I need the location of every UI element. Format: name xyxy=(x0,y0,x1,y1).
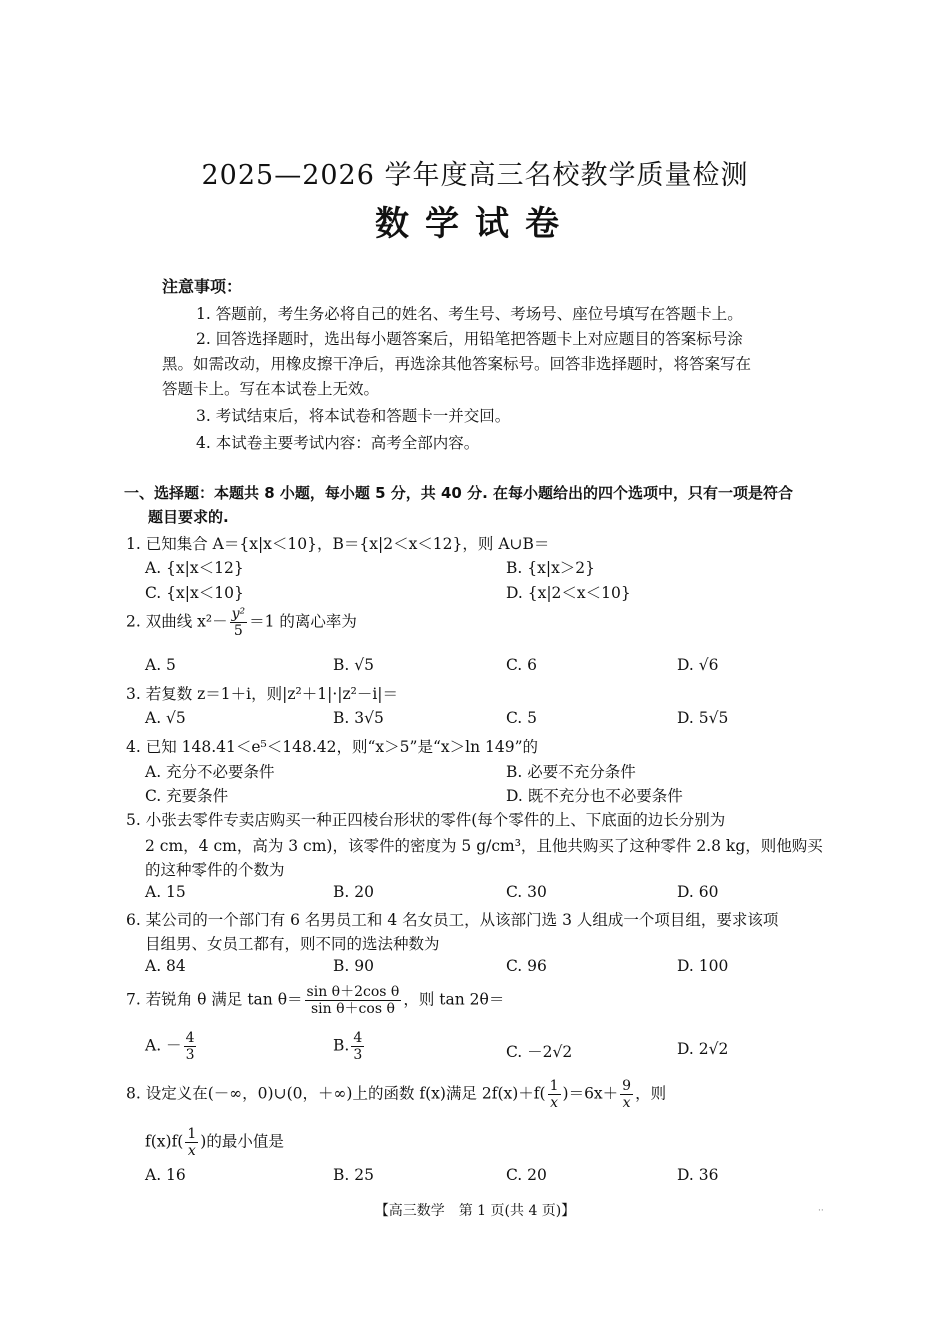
q6-option-a: A. 84 xyxy=(145,957,186,975)
q6-option-d: D. 100 xyxy=(677,957,729,975)
q2-stem-post: ＝1 的离心率为 xyxy=(249,612,357,631)
q1-option-b: B. {x|x＞2} xyxy=(506,559,596,577)
q2-stem xyxy=(126,606,357,639)
q7-option-a-pre: A. － xyxy=(145,1036,182,1055)
q8-option-a: A. 16 xyxy=(145,1166,186,1184)
q1-option-c: C. {x|x＜10} xyxy=(145,584,244,602)
q8-fraction-2-den: x xyxy=(622,1095,631,1111)
q5-option-b: B. 20 xyxy=(333,883,374,901)
q7-fraction-num: sin θ＋2cos θ xyxy=(306,984,400,1000)
q3-stem: 3. 若复数 z＝1＋i，则|z²＋1|·|z²－i|＝ xyxy=(126,685,399,703)
q3-option-c: C. 5 xyxy=(506,709,538,727)
q6-option-b: B. 90 xyxy=(333,957,374,975)
q8-option-c: C. 20 xyxy=(506,1166,547,1184)
q2-option-b: B. √5 xyxy=(333,656,374,674)
q5-option-a: A. 15 xyxy=(145,883,186,901)
q5-stem-line-1: 5. 小张去零件专卖店购买一种正四棱台形状的零件(每个零件的上、下底面的边长分别为 xyxy=(126,811,726,829)
notice-line-2b: 黑。如需改动，用橡皮擦干净后，再选涂其他答案标号。回答非选择题时，将答案写在 xyxy=(162,355,752,373)
notice-heading: 注意事项： xyxy=(162,277,243,296)
q2-fraction xyxy=(230,606,248,639)
q2-stem-pre: 2. 双曲线 x²－ xyxy=(126,612,228,631)
exam-title: 2025—2026 学年度高三名校教学质量检测 xyxy=(201,160,749,191)
notice-line-1: 1. 答题前，考生务必将自己的姓名、考生号、考场号、座位号填写在答题卡上。 xyxy=(196,305,743,323)
q7-stem-post: ，则 tan 2θ＝ xyxy=(403,990,505,1009)
q3-option-a: A. √5 xyxy=(145,709,186,727)
q7-option-b-fraction xyxy=(351,1030,364,1063)
q5-stem-line-3: 的这种零件的个数为 xyxy=(145,861,285,879)
q8-stem-pre: 8. 设定义在(－∞，0)∪(0，＋∞)上的函数 f(x)满足 2f(x)＋f( xyxy=(126,1084,546,1103)
page-footer: 【高三数学 第 1 页(共 4 页)】 xyxy=(374,1203,576,1219)
q2-fraction-den: 5 xyxy=(233,623,243,639)
corner-mark: ·· xyxy=(818,1206,824,1216)
q5-stem-line-2: 2 cm，4 cm，高为 3 cm)，该零件的密度为 5 g/cm³，且他共购买了这种零件 2.8 kg，则他购买 xyxy=(145,837,823,855)
q6-stem-line-1: 6. 某公司的一个部门有 6 名男员工和 4 名女员工，从该部门选 3 人组成一个项目组，要求该项 xyxy=(126,911,779,929)
q7-option-a xyxy=(145,1030,198,1063)
q7-option-b xyxy=(333,1030,366,1063)
q1-option-a: A. {x|x＜12} xyxy=(145,559,244,577)
q8-fraction-1 xyxy=(548,1078,561,1111)
q1-option-d: D. {x|2＜x＜10} xyxy=(506,584,631,602)
q7-option-a-fraction xyxy=(184,1030,197,1063)
q8-line2-fraction xyxy=(185,1126,198,1159)
q8-line2-num: 1 xyxy=(187,1126,197,1142)
q8-stem-line-2 xyxy=(145,1126,284,1159)
exam-subject: 数学试卷 xyxy=(375,204,575,244)
q8-stem-line-1 xyxy=(126,1078,666,1111)
q6-stem-line-2: 目组男、女员工都有，则不同的选法种数为 xyxy=(145,935,440,953)
q8-stem-post: ，则 xyxy=(635,1084,667,1103)
q1-stem: 1. 已知集合 A＝{x|x＜10}，B＝{x|2＜x＜12}，则 A∪B＝ xyxy=(126,535,550,553)
q5-option-c: C. 30 xyxy=(506,883,547,901)
q5-option-d: D. 60 xyxy=(677,883,719,901)
q7-option-c: C. －2√2 xyxy=(506,1043,573,1061)
q4-stem: 4. 已知 148.41＜e⁵＜148.42，则“x＞5”是“x＞ln 149”的 xyxy=(126,738,538,756)
q8-fraction-2-num: 9 xyxy=(622,1078,632,1094)
q4-option-b: B. 必要不充分条件 xyxy=(506,763,636,781)
q2-option-d: D. √6 xyxy=(677,656,719,674)
q7-stem-pre: 7. 若锐角 θ 满足 tan θ＝ xyxy=(126,990,303,1009)
q4-option-c: C. 充要条件 xyxy=(145,787,229,805)
q3-option-d: D. 5√5 xyxy=(677,709,729,727)
q8-stem-mid: )＝6x＋ xyxy=(562,1084,619,1103)
q4-option-d: D. 既不充分也不必要条件 xyxy=(506,787,683,805)
notice-line-4: 4. 本试卷主要考试内容：高考全部内容。 xyxy=(196,434,480,452)
q8-fraction-2 xyxy=(620,1078,633,1111)
q7-stem xyxy=(126,984,504,1017)
q2-fraction-num: y² xyxy=(231,606,246,622)
q2-option-c: C. 6 xyxy=(506,656,538,674)
q7-option-b-den: 3 xyxy=(353,1047,363,1063)
q3-option-b: B. 3√5 xyxy=(333,709,384,727)
q8-fraction-1-den: x xyxy=(550,1095,558,1111)
q4-option-a: A. 充分不必要条件 xyxy=(145,763,275,781)
section-heading: 一、选择题：本题共 8 小题，每小题 5 分，共 40 分. 在每小题给出的四个选项中，只有一项是符合 xyxy=(124,484,794,502)
q7-fraction-den: sin θ＋cos θ xyxy=(311,1001,395,1017)
q7-option-d: D. 2√2 xyxy=(677,1040,729,1058)
q6-option-c: C. 96 xyxy=(506,957,547,975)
q8-option-d: D. 36 xyxy=(677,1166,719,1184)
q8-line2-post: )的最小值是 xyxy=(200,1132,284,1151)
q8-option-b: B. 25 xyxy=(333,1166,374,1184)
q7-option-b-pre: B. xyxy=(333,1036,350,1055)
notice-line-2a: 2. 回答选择题时，选出每小题答案后，用铅笔把答题卡上对应题目的答案标号涂 xyxy=(196,330,743,348)
q7-option-a-den: 3 xyxy=(185,1047,195,1063)
q7-option-b-num: 4 xyxy=(353,1030,363,1046)
notice-line-3: 3. 考试结束后，将本试卷和答题卡一并交回。 xyxy=(196,407,511,425)
q8-fraction-1-num: 1 xyxy=(549,1078,559,1094)
q2-option-a: A. 5 xyxy=(145,656,176,674)
q8-line2-pre: f(x)f( xyxy=(145,1132,184,1151)
q8-line2-den: x xyxy=(187,1143,196,1159)
notice-line-2c: 答题卡上。写在本试卷上无效。 xyxy=(162,380,380,398)
q7-option-a-num: 4 xyxy=(185,1030,195,1046)
q7-fraction xyxy=(305,984,402,1017)
section-heading-cont: 题目要求的. xyxy=(148,508,229,526)
